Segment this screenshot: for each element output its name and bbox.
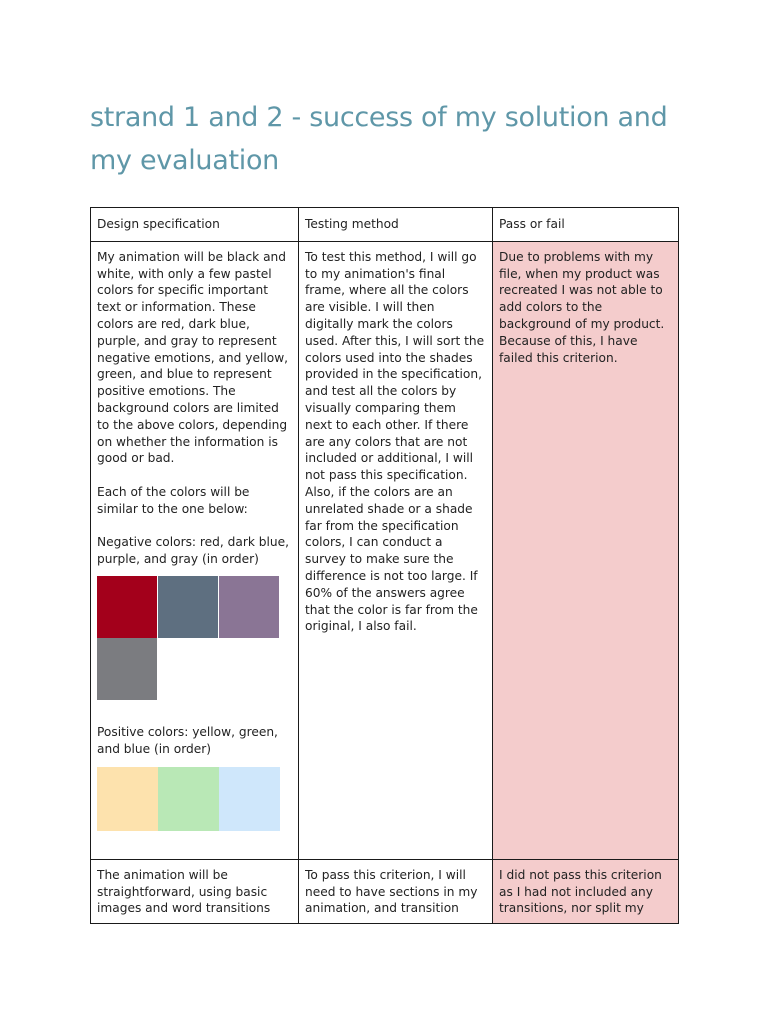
positive-colors-label: Positive colors: yellow, green, and blue (in order) xyxy=(97,724,278,756)
swatch-purple xyxy=(219,576,279,638)
swatch-gray xyxy=(97,638,157,700)
header-design-specification: Design specification xyxy=(91,208,299,242)
negative-color-swatches xyxy=(97,576,280,700)
result-cell: Due to problems with my file, when my product was recreated I was not able to add colors to the background of my product. Because of this, I have failed this criterion. xyxy=(493,241,679,859)
spec-paragraph: Each of the colors will be similar to the one below: xyxy=(97,484,250,516)
design-spec-text: The animation will be straightforward, using basic images and word transitions xyxy=(97,867,271,916)
page-title: strand 1 and 2 - success of my solution and my evaluation xyxy=(90,102,668,176)
swatch-blue xyxy=(219,767,280,831)
evaluation-table xyxy=(90,207,679,924)
table-row xyxy=(91,859,679,923)
swatch-yellow xyxy=(97,767,158,831)
positive-color-swatches xyxy=(97,767,283,831)
result-text: I did not pass this criterion as I had not included any transitions, nor split my xyxy=(499,867,662,916)
table-header-row xyxy=(91,208,679,242)
design-spec-cell xyxy=(91,241,299,859)
table-row xyxy=(91,241,679,859)
swatch-red xyxy=(97,576,157,638)
negative-colors-label: Negative colors: red, dark blue, purple, and gray (in order) xyxy=(97,535,290,567)
swatch-green xyxy=(158,767,219,831)
design-spec-cell xyxy=(91,859,299,923)
result-cell xyxy=(493,859,679,923)
swatch-dark-blue xyxy=(158,576,218,638)
testing-method-cell xyxy=(299,859,493,923)
spec-paragraph: My animation will be black and white, with only a few pastel colors for specific important text or information. These colors are red, dark blue, purple, and gray to represent negative emotions, and yellow, green, and blue to represent positive emotions. The background colors are limited to the above colors, depending on whether the information is good or bad. xyxy=(97,249,289,466)
testing-method-text: To pass this criterion, I will need to have sections in my animation, and transition xyxy=(305,867,478,916)
testing-method-cell: To test this method, I will go to my animation's final frame, where all the colors are visible. I will then digitally mark the colors used. After this, I will sort the colors used into the shades provided in the specification, and test all the colors by visually comparing them next to each other. If there are any colors that are not included or additional, I will not pass this specification. Also, if the colors are an unrelated shade or a shade far from the specification colors, I can conduct a survey to make sure the difference is not too large. If 60% of the answers agree that the color is far from the original, I also fail. xyxy=(299,241,493,859)
header-testing-method: Testing method xyxy=(299,208,493,242)
header-pass-or-fail: Pass or fail xyxy=(493,208,679,242)
